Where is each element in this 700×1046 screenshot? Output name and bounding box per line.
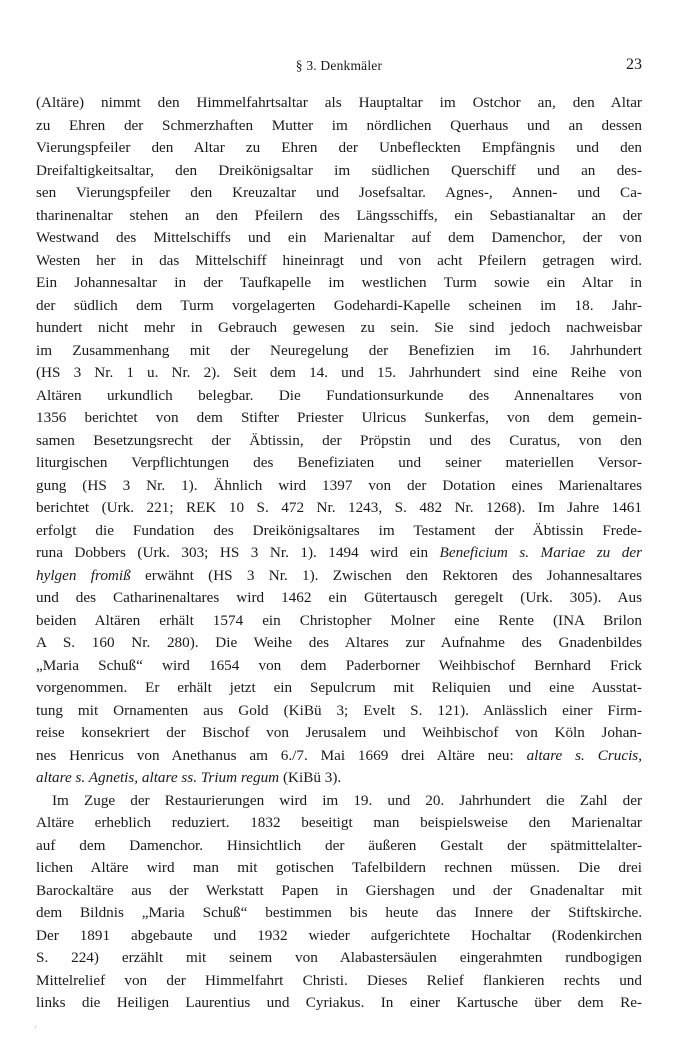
text-segment: „Maria Schuß“ wird 1654 von dem Paderborner Weihbischof Bernhard Frick	[36, 656, 642, 674]
text-segment: dem Bildnis „Maria Schuß“ bestimmen bis heute das Innere der Stiftskirche.	[36, 904, 642, 921]
text-segment: S. 224) erzählt mit seinem von Alabastersäulen eingerahmten rundbogigen	[36, 949, 642, 966]
text-segment: Ein Johannesaltar in der Taufkapelle im westlichen Turm sowie ein Altar in	[36, 274, 642, 291]
text-line	[36, 520, 642, 543]
text-line	[36, 295, 642, 318]
text-segment: vorgenommen. Er erhält jetzt ein Sepulcrum mit Reliquien und eine Ausstat-	[36, 679, 642, 696]
text-line	[36, 610, 642, 633]
text-line	[36, 655, 642, 678]
corner-mark: ·	[34, 1022, 37, 1032]
text-line	[36, 902, 642, 925]
text-line	[36, 632, 642, 655]
text-segment: Altäre erheblich reduziert. 1832 beseitigt man beispielsweise den Marienaltar	[36, 814, 642, 831]
text-line	[36, 722, 642, 745]
text-line	[36, 92, 642, 115]
italic-segment: altare s. Agnetis, altare ss. Trium regum	[36, 769, 280, 786]
text-segment: zu Ehren der Schmerzhaften Mutter im nördlichen Querhaus und an dessen	[36, 116, 642, 134]
text-line	[36, 362, 642, 385]
text-line	[36, 385, 642, 408]
text-line	[36, 947, 642, 970]
text-line	[36, 227, 642, 250]
text-segment: reise konsekriert der Bischof von Jerusalem und Weihbischof von Köln Johan-	[36, 724, 642, 741]
text-line	[36, 835, 642, 858]
text-segment: erfolgt die Fundation des Dreikönigsaltares im Testament der Äbtissin Frede-	[36, 521, 642, 539]
text-segment: (HS 3 Nr. 1 u. Nr. 2). Seit dem 14. und 15. Jahrhundert sind eine Reihe von	[36, 364, 642, 381]
text-segment: gung (HS 3 Nr. 1). Ähnlich wird 1397 von der Dotation eines Marienaltares	[36, 476, 642, 494]
text-segment: 1356 berichtet von dem Stifter Priester Ulricus Sunkerfas, von dem gemein-	[36, 409, 642, 426]
text-segment: samen Besetzungsrecht der Äbtissin, der Pröpstin und des Curatus, von den	[36, 431, 642, 449]
text-segment: auf dem Damenchor. Hinsichtlich der äußeren Gestalt der spätmittelalter-	[36, 836, 642, 854]
text-segment: erwähnt (HS 3 Nr. 1). Zwischen den Rektoren des Johannesaltares	[130, 566, 642, 584]
text-segment: Der 1891 abgebaute und 1932 wieder aufgerichtete Hochaltar (Rodenkirchen	[36, 926, 642, 944]
text-line	[36, 745, 642, 768]
text-line	[36, 677, 642, 700]
text-segment: Dreifaltigkeitsaltar, den Dreikönigsaltar im südlichen Querschiff und an des-	[36, 161, 642, 179]
text-segment: der südlich dem Turm vorgelagerten Godehardi-Kapelle scheinen im 18. Jahr-	[36, 296, 642, 314]
text-line	[36, 880, 642, 903]
text-segment: Vierungspfeiler den Altar zu Ehren der Unbefleckten Empfängnis und den	[36, 139, 642, 156]
italic-segment: altare s. Crucis,	[526, 746, 642, 764]
text-line	[36, 250, 642, 273]
text-segment: berichtet (Urk. 221; REK 10 S. 472 Nr. 1243, S. 482 Nr. 1268). Im Jahre 1461	[36, 499, 642, 516]
text-line	[36, 160, 642, 183]
text-line	[36, 970, 642, 993]
text-line	[36, 137, 642, 160]
text-segment: und des Catharinenaltares wird 1462 ein Gütertausch geregelt (Urk. 305). Aus	[36, 589, 642, 606]
text-line	[36, 700, 642, 723]
text-segment: runa Dobbers (Urk. 303; HS 3 Nr. 1). 1494 wird ein	[36, 544, 440, 561]
text-segment: Barockaltäre aus der Werkstatt Papen in Giershagen und der Gnadenaltar mit	[36, 881, 642, 899]
text-segment: links die Heiligen Laurentius und Cyriakus. In einer Kartusche über dem Re-	[36, 994, 642, 1011]
text-line	[36, 272, 642, 295]
text-line	[36, 115, 642, 138]
text-line	[36, 812, 642, 835]
text-segment: A S. 160 Nr. 280). Die Weihe des Altares zur Aufnahme des Gnadenbildes	[36, 634, 642, 651]
text-segment: lichen Altäre wird man mit gotischen Tafelbildern rechnen müssen. Die drei	[36, 859, 642, 876]
text-line	[36, 182, 642, 205]
text-segment: tung mit Ornamenten aus Gold (KiBü 3; Evelt S. 121). Anlässlich einer Firm-	[36, 701, 642, 719]
text-segment: Westwand des Mittelschiffs und ein Marienaltar auf dem Damenchor, der von	[36, 229, 642, 246]
italic-segment: hylgen fromiß	[36, 566, 131, 584]
text-segment: Westen her in das Mittelschiff hineinragt und von acht Pfeilern getragen wird.	[36, 251, 642, 269]
text-line	[36, 992, 642, 1015]
text-segment: im Zusammenhang mit der Neuregelung der Benefizien im 16. Jahrhundert	[36, 341, 642, 359]
text-line	[36, 430, 642, 453]
text-line	[36, 407, 642, 430]
text-segment: tharinenaltar stehen an den Pfeilern des Längsschiffs, ein Sebastianaltar an der	[36, 206, 642, 224]
body-text	[36, 92, 642, 1015]
text-line	[36, 565, 642, 588]
text-line	[36, 542, 642, 565]
text-segment: Mittelrelief von der Himmelfahrt Christi. Dieses Relief flankieren rechts und	[36, 971, 642, 989]
italic-segment: Beneficium s. Mariae zu der	[439, 544, 642, 561]
page-number: 23	[626, 56, 642, 73]
page-header	[36, 58, 642, 80]
text-line	[36, 475, 642, 498]
text-segment: beiden Altären erhält 1574 ein Christopher Molner eine Rente (INA Brilon	[36, 611, 642, 629]
text-line	[36, 587, 642, 610]
text-segment: sen Vierungspfeiler den Kreuzaltar und Josefsaltar. Agnes-, Annen- und Ca-	[36, 184, 642, 201]
text-line	[36, 790, 642, 813]
text-segment: (KiBü 3).	[279, 769, 342, 786]
text-line	[36, 767, 642, 790]
text-segment: Altären urkundlich belegbar. Die Fundationsurkunde des Annenaltares von	[36, 386, 642, 404]
text-segment: nes Henricus von Anethanus am 6./7. Mai 1669 drei Altäre neu:	[36, 746, 527, 764]
text-line	[36, 205, 642, 228]
text-line	[36, 925, 642, 948]
text-segment: hundert nicht mehr in Gebrauch gewesen zu sein. Sie sind jedoch nachweisbar	[36, 319, 642, 336]
text-segment: (Altäre) nimmt den Himmelfahrtsaltar als Hauptaltar im Ostchor an, den Altar	[36, 94, 642, 111]
text-segment: liturgischen Verpflichtungen des Benefiziaten und seiner materiellen Versor-	[36, 454, 642, 471]
text-line	[36, 317, 642, 340]
text-line	[36, 497, 642, 520]
text-line	[36, 340, 642, 363]
running-title: § 3. Denkmäler	[295, 58, 383, 73]
text-segment: Im Zuge der Restaurierungen wird im 19. und 20. Jahrhundert die Zahl der	[52, 791, 642, 809]
text-line	[36, 452, 642, 475]
text-line	[36, 857, 642, 880]
